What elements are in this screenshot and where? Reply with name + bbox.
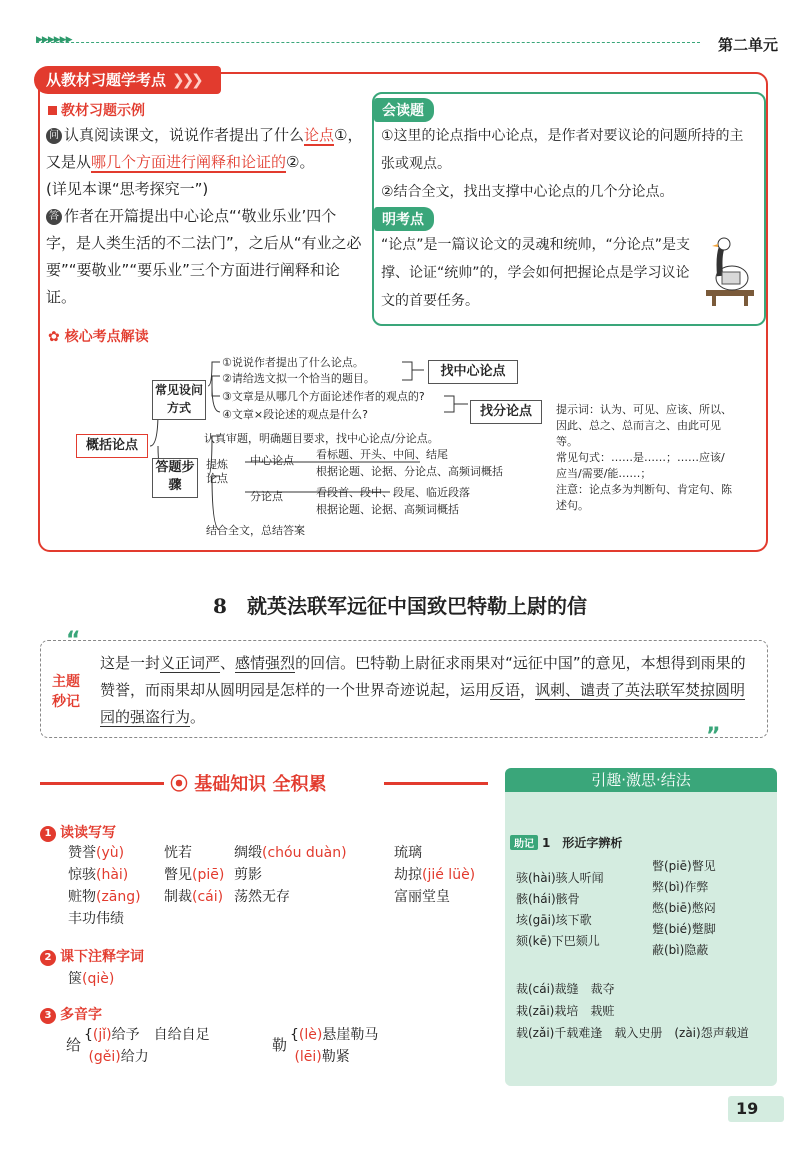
mm-tips: 提示词：认为、可见、应该、所以、因此、总之、总而言之、由此可见等。 常见句式：……是……；……应该/应当/需要/能……； 注意：论点多为判断句、肯定句、陈述句。 — [556, 403, 732, 512]
word-item — [164, 842, 192, 864]
poly-gei-2: (gěi)给力 — [88, 1049, 149, 1065]
word-item — [164, 864, 224, 886]
word-text: 荡然无存 — [234, 889, 290, 905]
mm-sub-2: 根据论题、论据、高频词概括 — [316, 503, 459, 516]
theme-label: 主题 秒记 — [52, 674, 80, 710]
word-item — [234, 842, 347, 864]
mm-center-2: 根据论题、论据、分论点、高频词概括 — [316, 465, 503, 478]
word-text: 丰功伟绩 — [68, 911, 124, 927]
word-item — [234, 864, 262, 886]
word-text: 劫掠 — [394, 867, 422, 883]
example-title: 教材习题示例 — [48, 100, 145, 120]
chevrons-icon: ❯❯❯ — [172, 71, 201, 89]
mm-common-questions: 常见设问方式 — [152, 380, 206, 420]
mm-root: 概括论点 — [76, 434, 148, 458]
h-read-write: 1 读读写写 — [40, 822, 116, 842]
close-quote-icon: ” — [706, 724, 721, 749]
header-rule — [36, 42, 700, 43]
poly-le-2: (lēi)勒紧 — [294, 1049, 350, 1065]
poly-gei-1: {(jǐ)给予 自给自足 — [84, 1027, 210, 1043]
word-text: 瞥见 — [164, 867, 192, 883]
open-quote-icon: “ — [66, 628, 81, 653]
similar-cai: 裁(cái)裁缝 裁夺 栽(zāi)栽培 栽赃 载(zǎi)千载难逢 载入史册 (zài)怨声载道 — [516, 982, 749, 1040]
page-number: 19 — [728, 1096, 784, 1122]
answer-mark-icon: 答 — [46, 209, 62, 225]
mm-step1: 认真审题，明确题目要求，找中心论点/分论点。 — [204, 432, 439, 445]
question-ref: (详见本课“思考探究一”) — [46, 180, 209, 198]
mm-extract: 提炼论点 — [206, 458, 228, 485]
hint-panel-head: 引趣·激思·结法 — [505, 768, 777, 792]
h-polyphones: 3 多音字 — [40, 1004, 102, 1024]
word-text: 琉璃 — [394, 845, 422, 861]
word-text: 富丽堂皇 — [394, 889, 450, 905]
word-text: 恍若 — [164, 845, 192, 861]
example-body — [46, 122, 364, 311]
word-item — [68, 842, 124, 864]
word-item — [68, 908, 124, 930]
bk-rule-right — [384, 782, 488, 785]
mm-q1: ①说说作者提出了什么论点。 — [222, 356, 364, 369]
answer: 答 作者在开篇提出中心论点“‘敬业乐业’四个字，是人类生活的不二法门”，之后从“有业之必要”“要敬业”“要乐业”三个方面进行阐释和论证。 — [46, 207, 362, 306]
word-text: 赃物 — [68, 889, 96, 905]
word-text: 剪影 — [234, 867, 262, 883]
square-icon — [48, 106, 57, 115]
mm-q3: ③文章是从哪几个方面论述作者的观点的? — [222, 390, 425, 403]
header-arrows: ▶▶▶▶▶▶ — [36, 35, 72, 45]
word-item — [164, 886, 223, 908]
ming-kao-dian-body: “论点”是一篇议论文的灵魂和统帅，“分论点”是支撑、论证“统帅”的，学会如何把握论点是学习议论文的首要任务。 — [381, 237, 691, 309]
bk-rule-left — [40, 782, 164, 785]
word-item — [394, 842, 422, 864]
word-pinyin: (jié lüè) — [422, 867, 476, 883]
h-notes: 2 课下注释字词 — [40, 946, 144, 966]
mm-center: 中心论点 — [250, 454, 294, 467]
note-word: 箧(qiè) — [68, 971, 115, 987]
question-mark-icon: 问 — [46, 128, 62, 144]
word-row — [68, 908, 498, 930]
word-pinyin: (piē) — [192, 867, 225, 883]
word-pinyin: (zāng) — [96, 889, 141, 905]
word-pinyin: (yù) — [96, 845, 125, 861]
word-text: 惊骇 — [68, 867, 96, 883]
question: 问 认真阅读课文，说说作者提出了什么论点①，又是从哪几个方面进行阐释和论证的②。 — [46, 126, 363, 171]
mm-center-1: 看标题、开头、中间、结尾 — [316, 448, 448, 461]
mm-sub: 分论点 — [250, 490, 283, 503]
unit-title: 第二单元 — [717, 36, 778, 54]
section-tab: 从教材习题学考点 ❯❯❯ — [34, 66, 221, 94]
mm-sub-1: 看段首、段中、段尾、临近段落 — [316, 486, 470, 499]
word-list — [68, 842, 498, 930]
poly-le-1: {(lè)悬崖勒马 — [290, 1027, 379, 1043]
mm-q4: ④文章×段论述的观点是什么? — [222, 408, 368, 421]
word-pinyin: (hài) — [96, 867, 129, 883]
mm-steps: 答题步骤 — [152, 458, 198, 498]
word-item — [68, 886, 141, 908]
poly-le: 勒 — [272, 1036, 288, 1054]
basic-title: ⦿ 基础知识 全积累 — [170, 774, 327, 795]
mm-find-center: 找中心论点 — [428, 360, 518, 384]
core-title: ✿ 核心考点解读 — [48, 329, 149, 345]
poly-gei: 给 — [66, 1036, 82, 1054]
word-item — [234, 886, 290, 908]
theme-text: 这是一封义正词严、感情强烈的回信。巴特勒上尉征求雨果对“远征中国”的意见，本想得到雨果的赞誉，而雨果却从圆明园是怎样的一个世界奇迹说起，运用反语，讽刺、谴责了英法联军焚掠圆明园的强盗行为。 — [100, 654, 746, 726]
word-text: 绸缎 — [234, 845, 262, 861]
word-row — [68, 842, 498, 864]
tab-ming-kao-dian: 明考点 — [374, 207, 434, 231]
hint-sub: 助记 1 形近字辨析 — [510, 834, 622, 851]
word-row — [68, 886, 498, 908]
tab-hui-du-ti: 会读题 — [374, 98, 434, 122]
word-pinyin: (cái) — [192, 889, 224, 905]
hui-du-ti-body: ①这里的论点指中心论点，是作者对要议论的问题所持的主张或观点。 ②结合全文，找出支撑中心论点的几个分论点。 — [381, 128, 744, 200]
word-text: 制裁 — [164, 889, 192, 905]
word-pinyin: (chóu duàn) — [262, 845, 347, 861]
word-text: 赞誉 — [68, 845, 96, 861]
goose-illustration-icon — [702, 236, 758, 306]
word-item — [394, 864, 475, 886]
mm-step3: 结合全文，总结答案 — [206, 524, 305, 537]
similar-left: 骇(hài)骇人听闻 骸(hái)骸骨 垓(gāi)垓下歌 颏(kē)下巴颏儿 — [516, 871, 604, 948]
article-title: 8 就英法联军远征中国致巴特勒上尉的信 — [213, 594, 587, 618]
mm-q2: ②请给选文拟一个恰当的题目。 — [222, 372, 375, 385]
similar-right: 瞥(piē)瞥见 弊(bì)作弊 憋(biē)憋闷 蹩(bié)蹩脚 蔽(bì)隐蔽 — [652, 859, 716, 957]
word-item — [68, 864, 128, 886]
mm-find-sub: 找分论点 — [470, 400, 542, 424]
word-row — [68, 864, 498, 886]
word-item — [394, 886, 450, 908]
